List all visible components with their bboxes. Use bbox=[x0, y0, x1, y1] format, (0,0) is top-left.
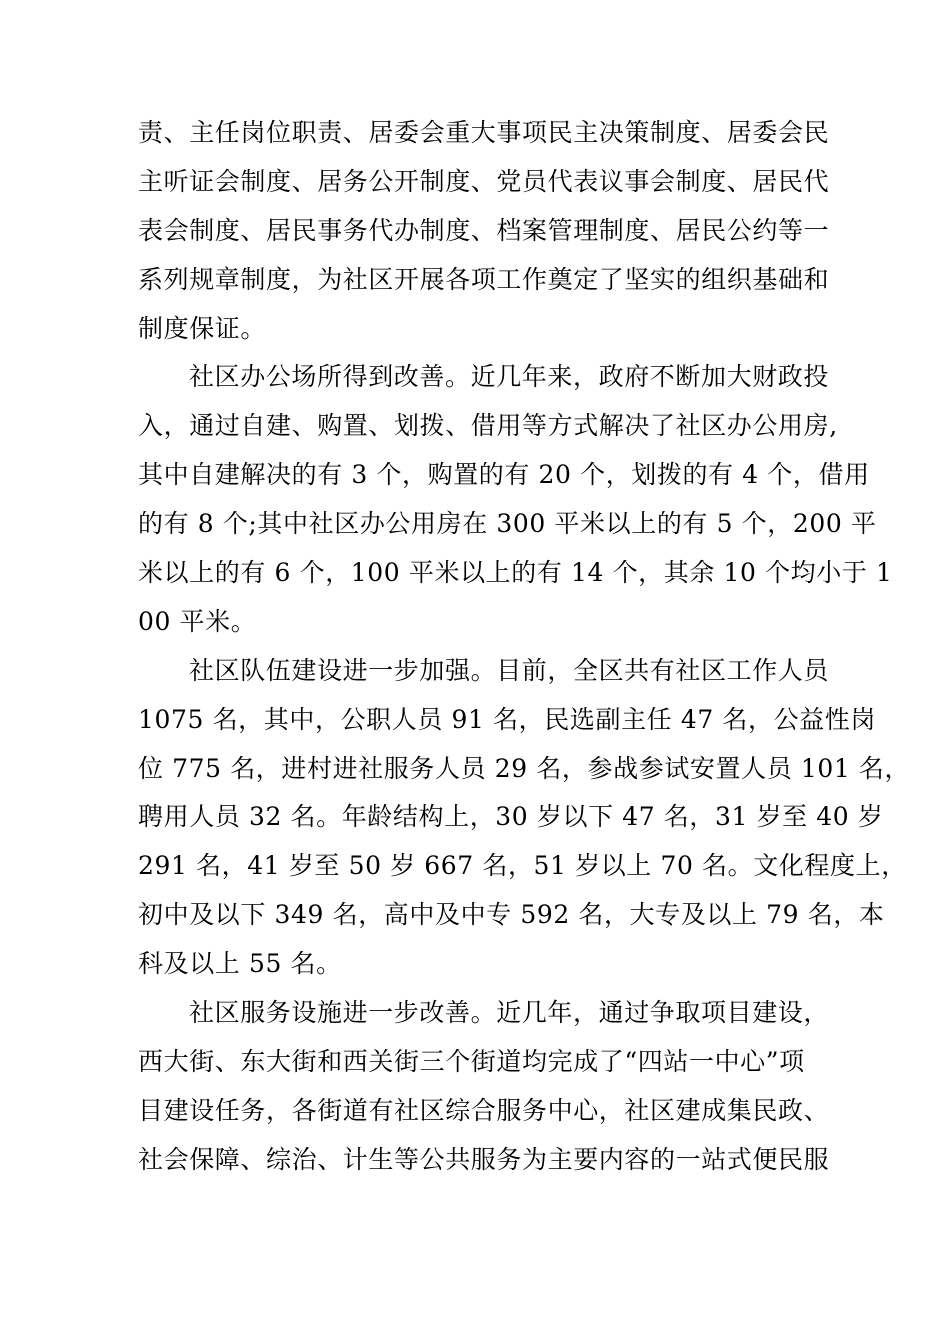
text-line: 社区办公场所得到改善。近几年来，政府不断加大财政投 bbox=[189, 362, 830, 392]
text-line: 表会制度、居民事务代办制度、档案管理制度、居民公约等一 bbox=[138, 215, 830, 245]
text-line: 科及以上 55 名。 bbox=[138, 949, 342, 979]
text-line: 社区队伍建设进一步加强。目前，全区共有社区工作人员 bbox=[189, 655, 830, 685]
text-line: 社会保障、综治、计生等公共服务为主要内容的一站式便民服 bbox=[138, 1144, 830, 1174]
text-line: 00 平米。 bbox=[138, 606, 257, 636]
text-line: 的有 8 个;其中社区办公用房在 300 平米以上的有 5 个，200 平 bbox=[138, 509, 877, 539]
text-line: 制度保证。 bbox=[138, 313, 267, 343]
paragraph-service-facilities bbox=[138, 989, 838, 1185]
text-line: 西大街、东大街和西关街三个街道均完成了“四站一中心”项 bbox=[138, 1046, 805, 1076]
text-line: 责、主任岗位职责、居委会重大事项民主决策制度、居委会民 bbox=[138, 118, 830, 147]
text-line: 其中自建解决的有 3 个，购置的有 20 个，划拨的有 4 个，借用 bbox=[138, 460, 870, 490]
paragraph-staffing bbox=[138, 647, 911, 989]
paragraph-office-space bbox=[138, 353, 893, 646]
text-line: 入，通过自建、购置、划拨、借用等方式解决了社区办公用房, bbox=[138, 411, 838, 441]
document-body bbox=[138, 109, 911, 1185]
paragraph-organization-rules bbox=[138, 109, 838, 353]
text-line: 主听证会制度、居务公开制度、党员代表议事会制度、居民代 bbox=[138, 166, 830, 196]
text-line: 社区服务设施进一步改善。近几年，通过争取项目建设， bbox=[189, 998, 830, 1028]
text-line: 1075 名，其中，公职人员 91 名，民选副主任 47 名，公益性岗 bbox=[138, 704, 876, 734]
text-line: 聘用人员 32 名。年龄结构上，30 岁以下 47 名，31 岁至 40 岁 bbox=[138, 802, 884, 832]
text-line: 米以上的有 6 个，100 平米以上的有 14 个，其余 10 个均小于 1 bbox=[138, 558, 893, 588]
text-line: 目建设任务，各街道有社区综合服务中心，社区建成集民政、 bbox=[138, 1095, 830, 1125]
text-line: 系列规章制度，为社区开展各项工作奠定了坚实的组织基础和 bbox=[138, 264, 830, 294]
text-line: 位 775 名，进村进社服务人员 29 名，参战参试安置人员 101 名， bbox=[138, 753, 911, 783]
text-line: 291 名，41 岁至 50 岁 667 名，51 岁以上 70 名。文化程度上， bbox=[138, 851, 907, 881]
text-line: 初中及以下 349 名，高中及中专 592 名，大专及以上 79 名，本 bbox=[138, 900, 885, 930]
